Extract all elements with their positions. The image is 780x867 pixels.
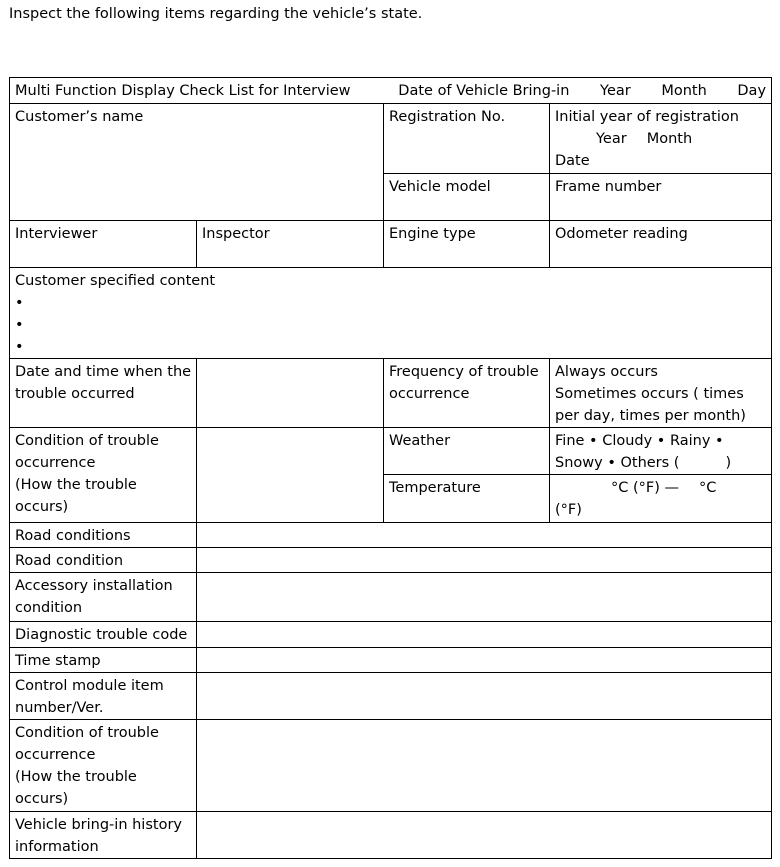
- weather-options-line1[interactable]: Fine • Cloudy • Rainy •: [555, 433, 724, 449]
- condition2-label-line2: occurrence: [15, 747, 96, 763]
- customer-content-label: Customer specified content: [15, 273, 216, 289]
- condition2-label-line1: Condition of trouble: [15, 725, 159, 741]
- temperature-unit-f: (°F): [555, 502, 582, 518]
- customer-content-bullet: •: [15, 295, 24, 311]
- weather-others-close: ): [725, 455, 732, 471]
- temperature-value-cell[interactable]: [550, 475, 772, 523]
- condition2-label-line3: (How the trouble: [15, 769, 137, 785]
- road-conditions-label-cell: [10, 523, 197, 548]
- time-stamp-value-cell[interactable]: [197, 648, 772, 673]
- frequency-always-option[interactable]: Always occurs: [555, 364, 658, 380]
- engine-type-label: Engine type: [389, 226, 476, 242]
- customer-content-bullet: •: [15, 317, 24, 333]
- initial-year-year-label: Year: [596, 131, 627, 147]
- condition-label-line1: Condition of trouble: [15, 433, 159, 449]
- customer-content-cell[interactable]: [10, 268, 772, 359]
- vehicle-model-cell[interactable]: [384, 174, 550, 221]
- time-stamp-label-cell: [10, 648, 197, 673]
- dtc-label: Diagnostic trouble code: [15, 627, 188, 643]
- history-value-cell[interactable]: [197, 812, 772, 859]
- frequency-sometimes-option[interactable]: Sometimes occurs ( times: [555, 386, 744, 402]
- condition2-value-cell[interactable]: [197, 720, 772, 812]
- road-condition-label: Road condition: [15, 553, 124, 569]
- bring-in-day-label: Day: [737, 83, 767, 99]
- odometer-label: Odometer reading: [555, 226, 688, 242]
- road-conditions-label: Road conditions: [15, 528, 131, 544]
- interview-checklist-table: [9, 77, 772, 859]
- frame-number-label: Frame number: [555, 179, 662, 195]
- condition-value-cell[interactable]: [197, 428, 384, 523]
- dtc-label-cell: [10, 622, 197, 648]
- odometer-cell[interactable]: [550, 221, 772, 268]
- trouble-datetime-label-cell: [10, 359, 197, 428]
- engine-type-cell[interactable]: [384, 221, 550, 268]
- dtc-value-cell[interactable]: [197, 622, 772, 648]
- customer-name-cell[interactable]: [10, 104, 384, 221]
- road-condition-label-cell: [10, 548, 197, 573]
- accessory-label-line2: condition: [15, 600, 83, 616]
- initial-year-label: Initial year of registration: [555, 109, 739, 125]
- bring-in-date-label: Date of Vehicle Bring-in: [398, 83, 570, 99]
- weather-options-line2[interactable]: Snowy • Others (: [555, 455, 680, 471]
- customer-name-label: Customer’s name: [15, 109, 144, 125]
- condition2-label-cell: [10, 720, 197, 812]
- checklist-title: Multi Function Display Check List for Interview: [15, 83, 351, 99]
- interviewer-cell[interactable]: [10, 221, 197, 268]
- vehicle-model-label: Vehicle model: [389, 179, 491, 195]
- temperature-unit-from: °C (°F) —: [611, 480, 679, 496]
- condition-label-cell: [10, 428, 197, 523]
- control-module-label-cell: [10, 673, 197, 720]
- weather-label-cell: [384, 428, 550, 475]
- header-row: [10, 78, 772, 104]
- history-label-line2: information: [15, 839, 99, 855]
- accessory-value-cell[interactable]: [197, 573, 772, 622]
- frequency-options-cell[interactable]: [550, 359, 772, 428]
- interviewer-label: Interviewer: [15, 226, 98, 242]
- bring-in-year-label: Year: [600, 83, 631, 99]
- bring-in-date-group: [398, 80, 766, 102]
- initial-year-month-label: Month: [646, 131, 693, 147]
- frequency-label-line2: occurrence: [389, 386, 470, 402]
- control-module-label-line1: Control module item: [15, 678, 164, 694]
- accessory-label-cell: [10, 573, 197, 622]
- header-cell: [10, 78, 772, 104]
- temperature-unit-to: °C: [699, 480, 717, 496]
- frequency-sometimes-detail: per day, times per month): [555, 408, 746, 424]
- intro-text: Inspect the following items regarding the vehicle’s state.: [9, 6, 423, 22]
- customer-content-bullet: •: [15, 339, 24, 355]
- inspector-cell[interactable]: [197, 221, 384, 268]
- initial-year-date-label: Date: [555, 153, 590, 169]
- registration-no-label: Registration No.: [389, 109, 506, 125]
- condition2-label-line4: occurs): [15, 791, 69, 807]
- frequency-label-line1: Frequency of trouble: [389, 364, 539, 380]
- temperature-label: Temperature: [389, 480, 481, 496]
- condition-label-line2: occurrence: [15, 455, 96, 471]
- frequency-label-cell: [384, 359, 550, 428]
- road-conditions-value-cell[interactable]: [197, 523, 772, 548]
- history-label-line1: Vehicle bring-in history: [15, 817, 182, 833]
- frame-number-cell[interactable]: [550, 174, 772, 221]
- road-condition-value-cell[interactable]: [197, 548, 772, 573]
- weather-label: Weather: [389, 433, 451, 449]
- trouble-datetime-label-line2: trouble occurred: [15, 386, 135, 402]
- history-label-cell: [10, 812, 197, 859]
- initial-year-cell[interactable]: [550, 104, 772, 174]
- condition-label-line3: (How the trouble: [15, 477, 137, 493]
- control-module-label-line2: number/Ver.: [15, 700, 104, 716]
- registration-no-cell[interactable]: [384, 104, 550, 174]
- time-stamp-label: Time stamp: [15, 653, 101, 669]
- condition-label-line4: occurs): [15, 499, 69, 515]
- control-module-value-cell[interactable]: [197, 673, 772, 720]
- trouble-datetime-label-line1: Date and time when the: [15, 364, 192, 380]
- bring-in-month-label: Month: [661, 83, 707, 99]
- weather-options-cell[interactable]: [550, 428, 772, 475]
- accessory-label-line1: Accessory installation: [15, 578, 173, 594]
- temperature-label-cell: [384, 475, 550, 523]
- trouble-datetime-value-cell[interactable]: [197, 359, 384, 428]
- inspector-label: Inspector: [202, 226, 270, 242]
